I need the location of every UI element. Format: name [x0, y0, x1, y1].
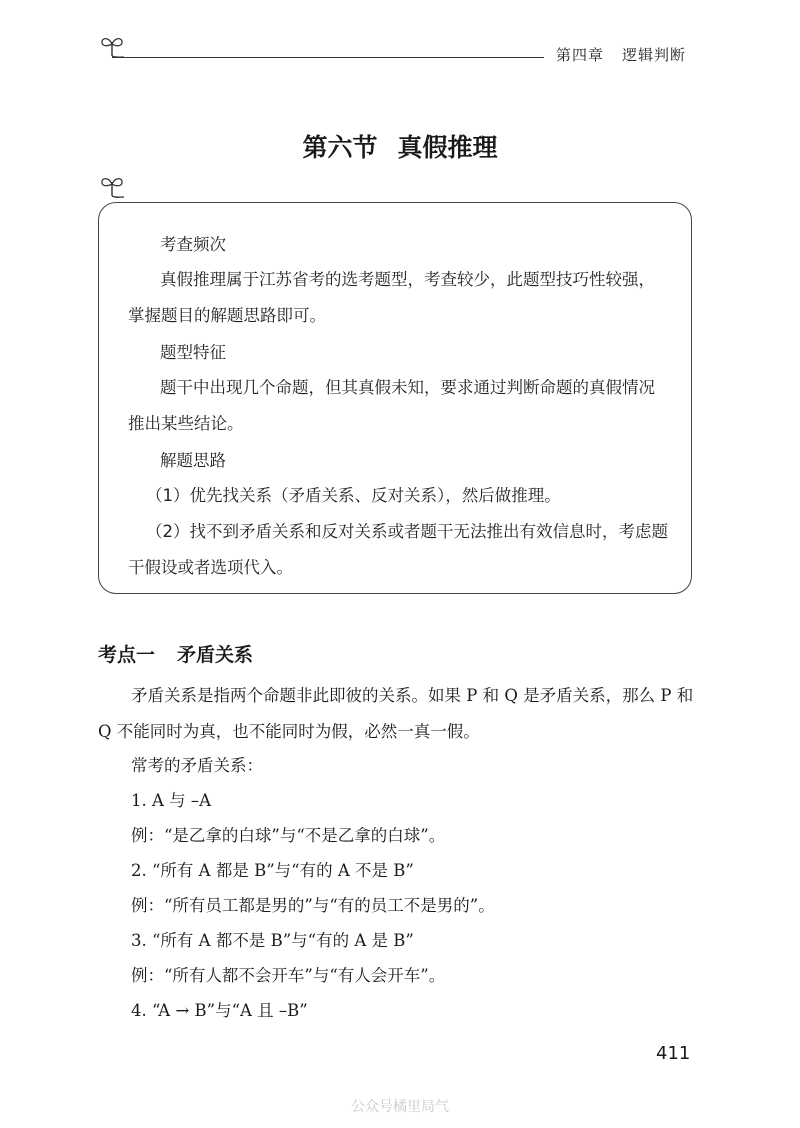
approach-heading: 解题思路	[160, 451, 226, 470]
approach-step-2: （2）找不到矛盾关系和反对关系或者题干无法推出有效信息时，考虑题干假设或者选项代入。	[128, 522, 668, 577]
watermark: 公众号橘里局气	[351, 1099, 449, 1115]
list-item: 4. “A → B”与“A 且 –B”	[131, 1001, 308, 1020]
chapter-topic: 逻辑判断	[622, 46, 687, 64]
list-item: 1. A 与 –A	[131, 791, 212, 810]
common-intro: 常考的矛盾关系：	[131, 756, 263, 775]
frequency-heading: 考查频次	[160, 235, 226, 254]
sprout-ornament-icon	[98, 174, 126, 198]
section-title	[0, 128, 800, 164]
point-label: 考点一	[98, 644, 156, 666]
frequency-text: 真假推理属于江苏省考的选考题型，考查较少，此题型技巧性较强，掌握题目的解题思路即可。	[128, 270, 655, 325]
section-number: 第六节	[302, 133, 378, 162]
running-header	[556, 44, 686, 65]
point-title: 矛盾关系	[177, 644, 254, 666]
header-divider	[112, 57, 544, 58]
sprout-ornament-icon	[98, 34, 126, 58]
list-item: 3. “所有 A 都不是 B”与“有的 A 是 B”	[131, 931, 414, 950]
approach-step-1: （1）优先找关系（矛盾关系、反对关系），然后做推理。	[146, 486, 561, 505]
definition-paragraph: 矛盾关系是指两个命题非此即彼的关系。如果 P 和 Q 是矛盾关系，那么 P 和 Q 不能同时为真，也不能同时为假，必然一真一假。	[98, 686, 694, 741]
list-item: 例：“所有员工都是男的”与“有的员工不是男的”。	[131, 896, 495, 915]
list-item: 例：“是乙拿的白球”与“不是乙拿的白球”。	[131, 826, 446, 845]
page-number: 411	[656, 1043, 691, 1064]
point-heading	[98, 640, 253, 667]
features-heading: 题型特征	[160, 343, 226, 362]
chapter-label: 第四章	[556, 46, 605, 64]
list-item: 例：“所有人都不会开车”与“有人会开车”。	[131, 966, 446, 985]
list-item: 2. “所有 A 都是 B”与“有的 A 不是 B”	[131, 861, 414, 880]
section-name: 真假推理	[397, 133, 498, 162]
features-text: 题干中出现几个命题，但其真假未知，要求通过判断命题的真假情况推出某些结论。	[128, 378, 655, 433]
